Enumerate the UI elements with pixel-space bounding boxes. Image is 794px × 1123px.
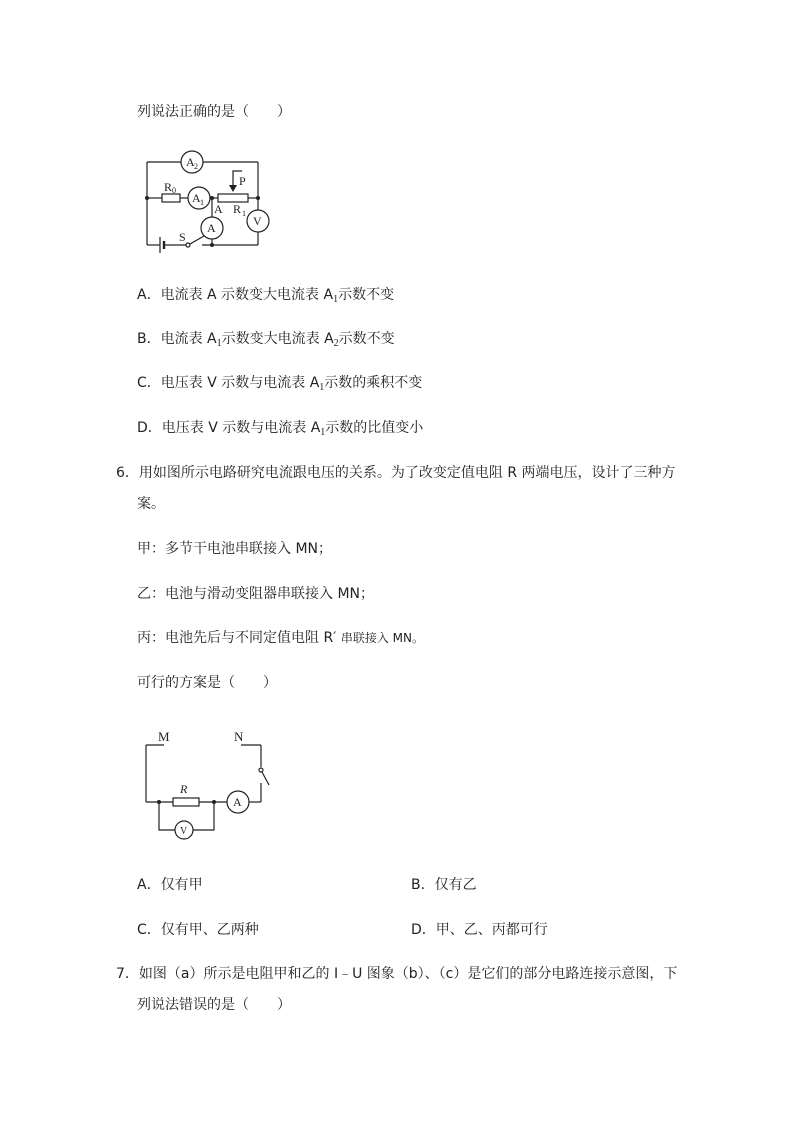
svg-text:R: R	[233, 202, 242, 216]
q6-plan-yi: 乙：电池与滑动变阻器串联接入 MN；	[137, 586, 375, 602]
q6-plan-bing: 丙：电池先后与不同定值电阻 R′ 串联接入 MN。	[137, 630, 424, 646]
q7-stem-line-2: 列说法错误的是（ ）	[137, 997, 291, 1013]
svg-text:1: 1	[200, 198, 204, 207]
q5-option-d: D．电压表 V 示数与电流表 $A_1$示数的比值变小	[137, 420, 424, 438]
q6-option-a: A．仅有甲	[137, 877, 203, 893]
q5-option-c: C．电压表 V 示数与电流表 $A_1$示数的乘积不变	[137, 375, 423, 393]
q6-option-b: B．仅有乙	[411, 877, 477, 893]
svg-text:S: S	[179, 230, 186, 244]
q6-circuit-diagram	[140, 725, 280, 840]
svg-text:R: R	[180, 782, 188, 796]
q7-stem-line-1: 7．如图（a）所示是电阻甲和乙的 I﹣U 图象（b）、（c）是它们的部分电路连接示意图，下	[116, 966, 678, 982]
svg-text:M: M	[158, 729, 170, 744]
switch-icon	[259, 768, 263, 772]
q6-question: 可行的方案是（ ）	[137, 675, 277, 691]
resistor-r0-icon	[162, 194, 180, 202]
svg-text:V: V	[180, 826, 188, 837]
svg-text:1: 1	[242, 209, 246, 218]
svg-text:V: V	[253, 214, 262, 228]
svg-text:A: A	[214, 202, 223, 216]
resistor-r-icon	[173, 798, 199, 806]
q6-stem-line-2: 案。	[137, 496, 165, 512]
q6-plan-jia: 甲：多节干电池串联接入 MN；	[137, 541, 333, 557]
svg-text:0: 0	[172, 186, 176, 195]
q5-option-b: B．电流表 $A_1$示数变大电流表 $A_2$示数不变	[137, 331, 395, 349]
svg-text:A: A	[207, 221, 216, 235]
svg-text:N: N	[234, 729, 244, 744]
svg-text:A: A	[192, 191, 201, 205]
q5-stem-tail: 列说法正确的是（ ）	[137, 104, 291, 120]
q6-option-c: C．仅有甲、乙两种	[137, 922, 259, 938]
svg-text:P: P	[239, 174, 246, 188]
rheostat-r1-icon	[218, 194, 248, 202]
svg-text:A: A	[233, 795, 242, 809]
svg-text:2: 2	[194, 162, 198, 171]
q6-option-d: D．甲、乙、丙都可行	[411, 922, 548, 938]
svg-text:A: A	[186, 155, 195, 169]
q6-stem-line-1: 6．用如图所示电路研究电流跟电压的关系。为了改变定值电阻 R 两端电压，设计了三种方	[116, 465, 676, 481]
q5-circuit-diagram	[130, 145, 280, 255]
svg-text:R: R	[164, 180, 173, 194]
q5-option-a: A．电流表 A 示数变大电流表 $A_1$示数不变	[137, 287, 395, 305]
switch-s-icon	[186, 243, 190, 247]
